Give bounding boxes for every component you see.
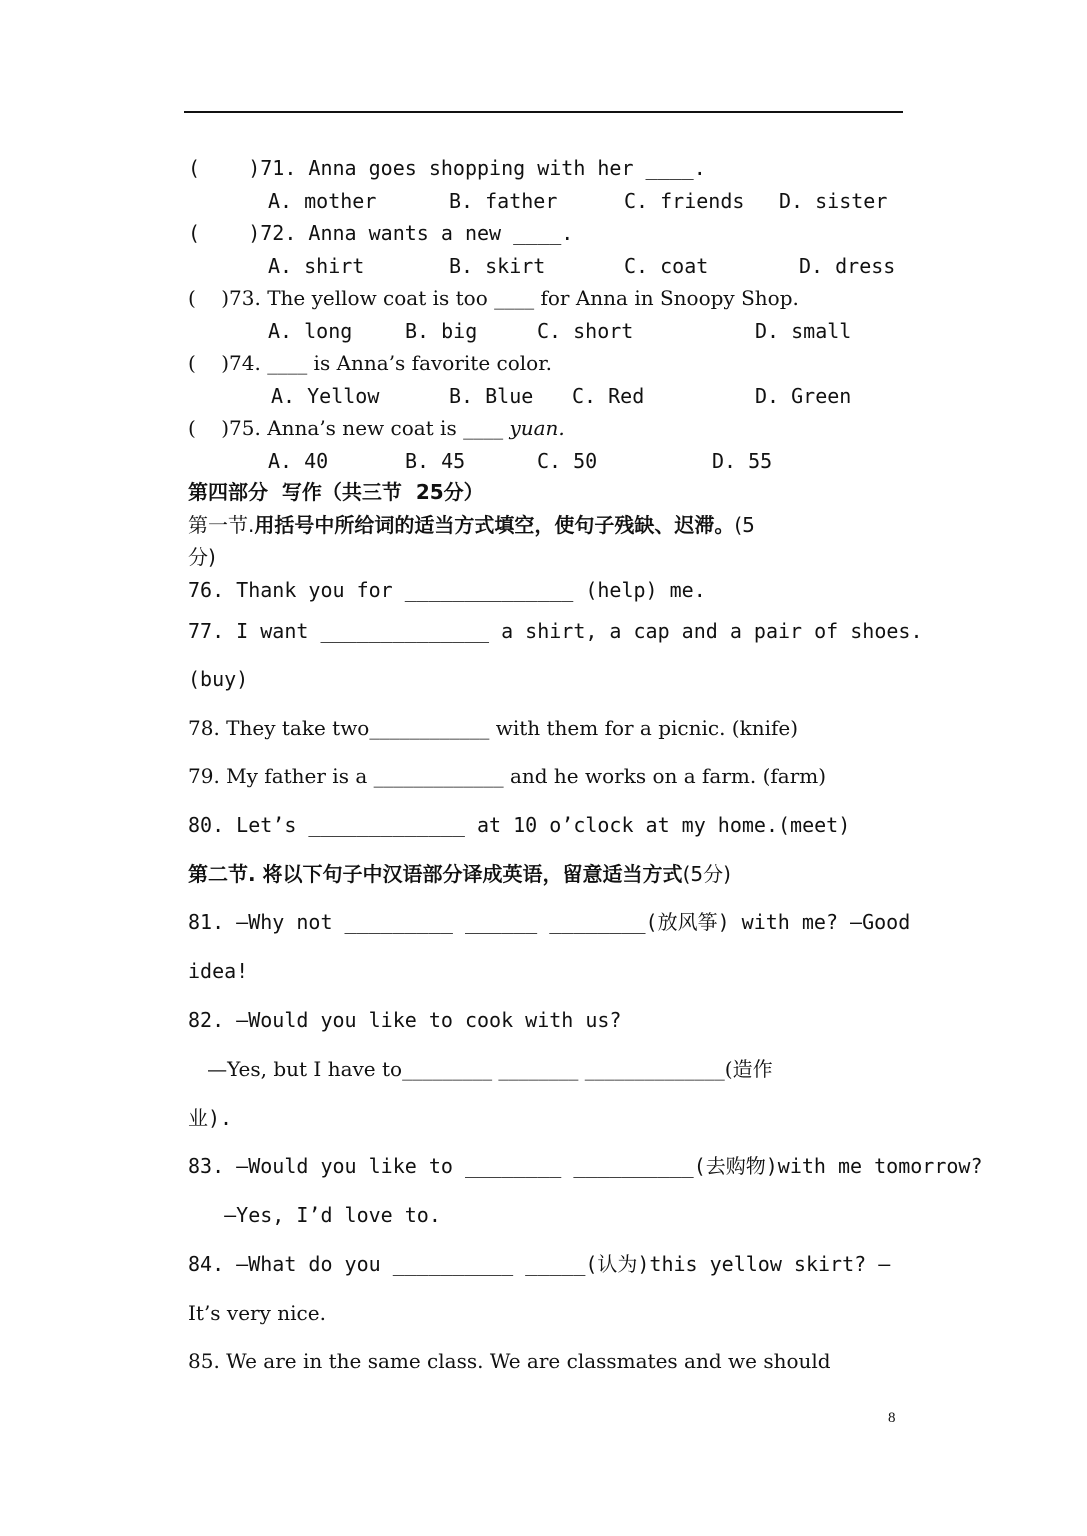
option: D. dress <box>799 254 896 278</box>
section1-points: (5 <box>734 513 755 537</box>
section1-prefix: 第一节. <box>188 513 255 537</box>
section2-title: 第二节. 将以下句子中汉语部分译成英语，留意适当方式 <box>188 862 683 886</box>
question-82-answer: —Yes, but I have to_________ ________ ______________(造作 <box>188 1057 773 1081</box>
header-rule <box>184 111 903 113</box>
option: B. Blue <box>449 384 534 408</box>
question-75 <box>188 416 565 440</box>
option: D. sister <box>779 189 888 213</box>
option: C. 50 <box>537 449 598 473</box>
option: C. Red <box>572 384 645 408</box>
option: D. Green <box>755 384 852 408</box>
page-number: 8 <box>888 1410 896 1426</box>
option: C. short <box>537 319 634 343</box>
option: B. 45 <box>405 449 466 473</box>
section2-heading <box>188 862 731 886</box>
option: D. small <box>755 319 852 343</box>
question-80: 80. Let’s _____________ at 10 o’clock at my home.(meet) <box>188 813 851 837</box>
question-81-cont: idea! <box>188 959 249 983</box>
currency-unit: yuan. <box>509 416 565 440</box>
option: B. skirt <box>449 254 546 278</box>
question-79: 79. My father is a _____________ and he works on a farm. (farm) <box>188 764 827 788</box>
option: A. mother <box>268 189 377 213</box>
part4-title: 第四部分 写作（共三节 25分） <box>188 480 484 504</box>
question-84: 84. —What do you __________ _____(认为)this yellow skirt? — <box>188 1252 891 1276</box>
section1-title: 用括号中所给词的适当方式填空，使句子残缺、迟滞。 <box>254 513 735 537</box>
option: C. coat <box>624 254 709 278</box>
option: C. friends <box>624 189 745 213</box>
option: A. Yellow <box>271 384 380 408</box>
question-73: ( )73. The yellow coat is too ____ for Anna in Snoopy Shop. <box>188 286 799 310</box>
question-83: 83. —Would you like to ________ __________(去购物)with me tomorrow? <box>188 1154 983 1178</box>
section1-heading <box>188 513 755 537</box>
question-76: 76. Thank you for ______________ (help) me. <box>188 578 706 602</box>
question-71: ( )71. Anna goes shopping with her ____. <box>188 156 706 180</box>
option: D. 55 <box>712 449 773 473</box>
question-78: 78. They take two____________ with them for a picnic. (knife) <box>188 716 799 740</box>
question-72: ( )72. Anna wants a new ____. <box>188 221 574 245</box>
question-81: 81. —Why not _________ ______ ________(放风筝) with me? —Good <box>188 910 911 934</box>
option: A. shirt <box>268 254 365 278</box>
question-84-cont: It’s very nice. <box>188 1301 326 1325</box>
question-77: 77. I want ______________ a shirt, a cap and a pair of shoes. <box>188 619 923 643</box>
option: A. long <box>268 319 353 343</box>
section2-points: (5分) <box>682 862 731 886</box>
question-82: 82. —Would you like to cook with us? <box>188 1008 622 1032</box>
question-77-cont: (buy) <box>188 667 249 691</box>
section1-points-cont: 分) <box>188 545 216 569</box>
question-74: ( )74. ____ is Anna’s favorite color. <box>188 351 552 375</box>
option: B. big <box>405 319 478 343</box>
question-75-text: ( )75. Anna’s new coat is ____ <box>188 416 510 440</box>
question-82-cont: 业). <box>188 1106 233 1130</box>
option: A. 40 <box>268 449 329 473</box>
question-85: 85. We are in the same class. We are classmates and we should <box>188 1349 831 1373</box>
question-83-answer: —Yes, I’d love to. <box>188 1203 441 1227</box>
option: B. father <box>449 189 558 213</box>
